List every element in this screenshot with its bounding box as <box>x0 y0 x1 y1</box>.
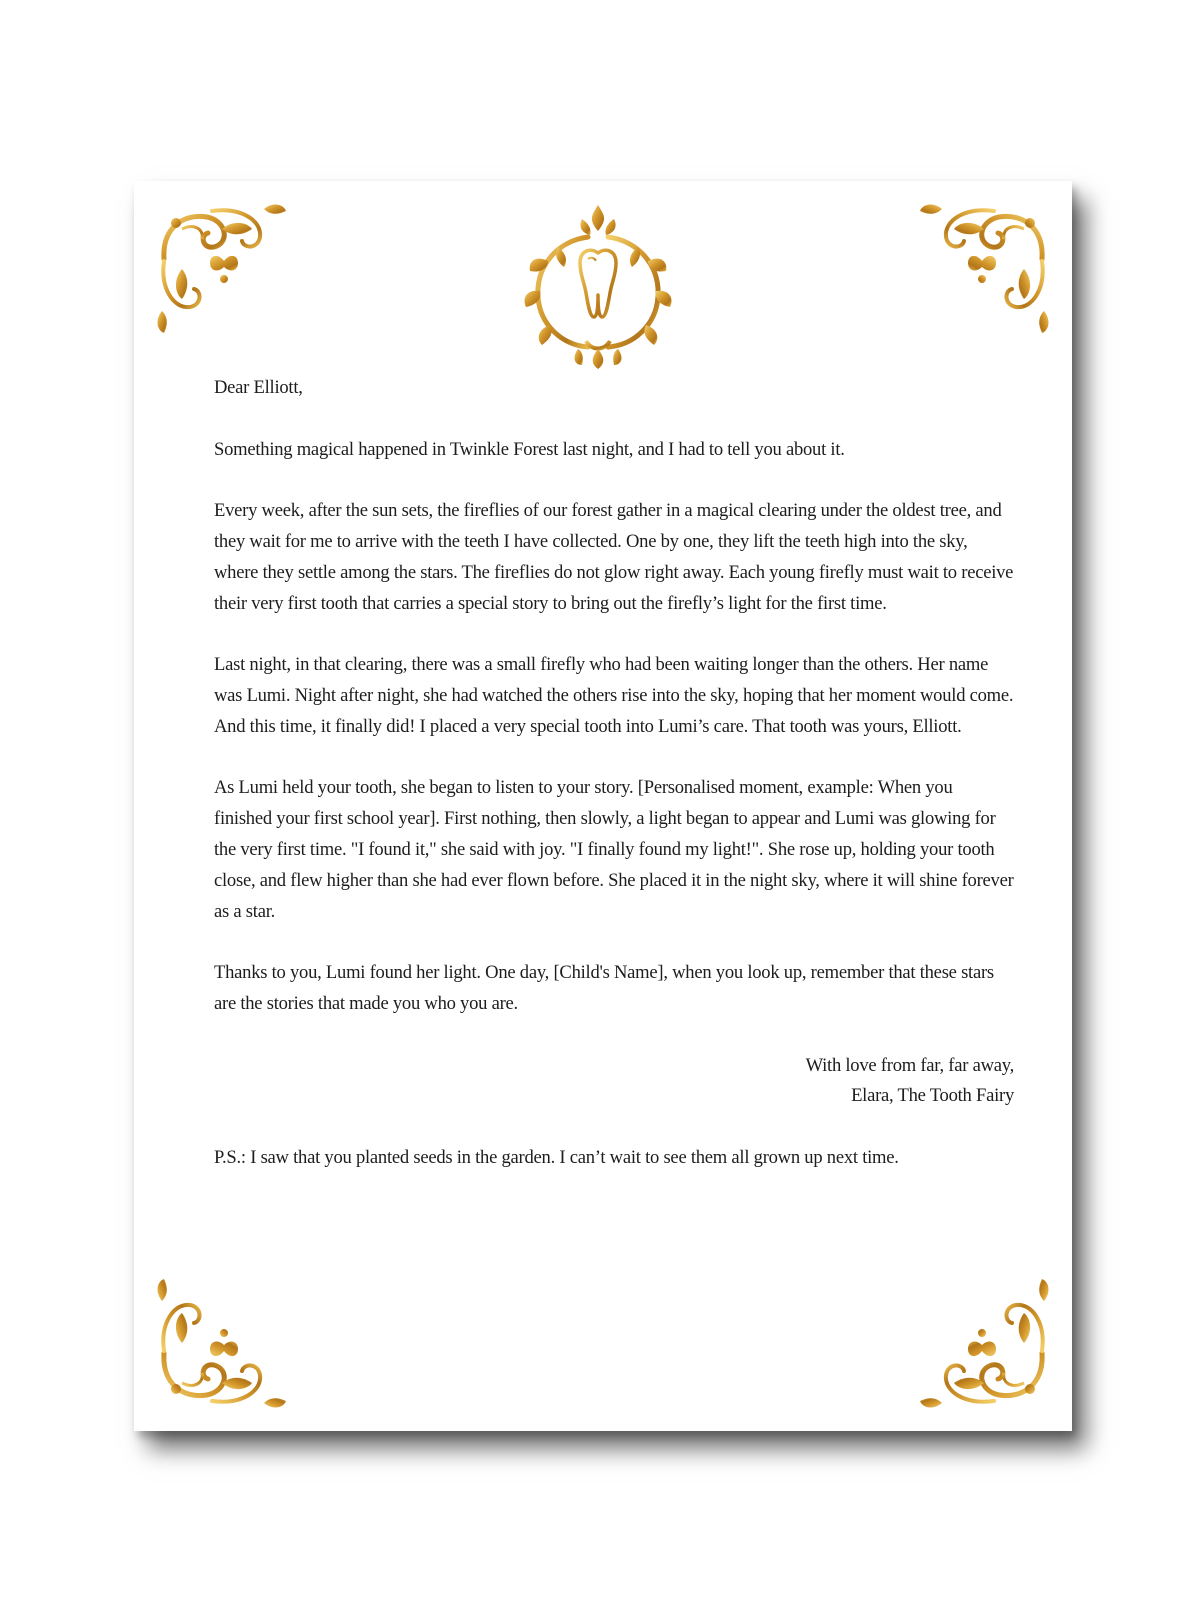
letter-signoff <box>214 1051 1014 1113</box>
letter-paragraph: Last night, in that clearing, there was a small firefly who had been waiting longer than the others. Her name was Lumi. Night after night, she had watched the others rise into the sky, hoping that her moment would come. And this time, it finally did! I placed a very special tooth into Lumi’s care. That tooth was yours, Elliott. <box>214 654 1014 737</box>
letter-greeting: Dear Elliott, <box>214 377 303 398</box>
letter-paragraph: Something magical happened in Twinkle Forest last night, and I had to tell you about it. <box>214 438 845 460</box>
letter-closing: With love from far, far away, <box>805 1054 1014 1076</box>
letter-paragraph: Thanks to you, Lumi found her light. One day, [Child's Name], when you look up, remember that these stars are the stories that made you who you are. <box>214 962 994 1014</box>
tooth-icon <box>518 201 678 371</box>
letter-paragraph: As Lumi held your tooth, she began to listen to your story. [Personalised moment, example: When you finished your first school year]. First nothing, then slowly, a light began to appear and Lumi was glowing for the very first time. "I found it," she said with joy. "I finally found my light!". She rose up, holding your tooth close, and flew higher than she had ever flown before. She placed it in the night sky, where it will shine forever as a star. <box>214 777 1014 922</box>
tooth-crest <box>518 201 678 371</box>
letter-signature: Elara, The Tooth Fairy <box>851 1085 1014 1107</box>
letter-paper <box>134 181 1072 1431</box>
letter-paragraph: Every week, after the sun sets, the fireflies of our forest gather in a magical clearing under the oldest tree, and they wait for me to arrive with the teeth I have collected. One by one, they lift the teeth high into the sky, where they settle among the stars. The fireflies do not glow right away. Each young firefly must wait to receive their very first tooth that carries a special story to bring out the firefly’s light for the first time. <box>214 500 1014 614</box>
letter-postscript: P.S.: I saw that you planted seeds in the garden. I can’t wait to see them all grown up next time. <box>214 1146 899 1168</box>
letter-body <box>214 373 1014 1205</box>
